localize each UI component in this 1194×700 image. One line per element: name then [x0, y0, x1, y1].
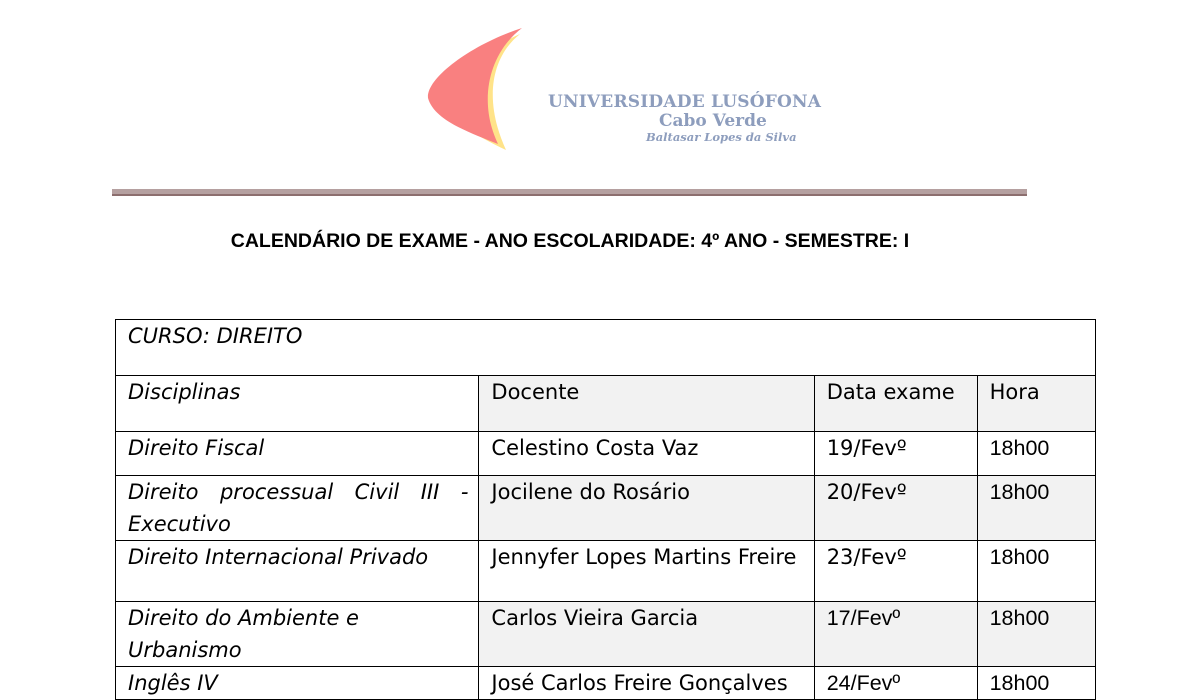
cell-disciplina: Inglês IV — [116, 667, 479, 700]
header-hora: Hora — [977, 376, 1095, 432]
cell-docente: Carlos Vieira Garcia — [479, 602, 814, 667]
table-row — [116, 432, 1096, 476]
table-row — [116, 476, 1096, 541]
cell-data-exame: 19/Fevº — [814, 432, 977, 476]
cell-data-exame: 20/Fevº — [814, 476, 977, 541]
cell-hora: 18h00 — [977, 602, 1095, 667]
header-disciplinas: Disciplinas — [116, 376, 479, 432]
table-row — [116, 541, 1096, 602]
header-row — [116, 376, 1096, 432]
table-row — [116, 602, 1096, 667]
page-title: CALENDÁRIO DE EXAME - ANO ESCOLARIDADE: 4º ANO - SEMESTRE: I — [230, 230, 910, 252]
cell-disciplina: Direito Fiscal — [116, 432, 479, 476]
exam-calendar-table — [115, 319, 1096, 700]
cell-hora: 18h00 — [977, 432, 1095, 476]
cell-hora: 18h00 — [977, 476, 1095, 541]
cell-data-exame: 23/Fevº — [814, 541, 977, 602]
header-divider-shadow — [112, 194, 1027, 196]
university-logo-sail-icon — [418, 24, 538, 152]
cell-disciplina: Direito Internacional Privado — [116, 541, 479, 602]
cell-data-exame: 17/Fevº — [814, 602, 977, 667]
cell-hora: 18h00 — [977, 541, 1095, 602]
cell-docente: José Carlos Freire Gonçalves — [479, 667, 814, 700]
course-row — [116, 320, 1096, 376]
cell-docente: Celestino Costa Vaz — [479, 432, 814, 476]
logo-subtitle: Cabo Verde — [659, 111, 767, 131]
cell-hora: 18h00 — [977, 667, 1095, 700]
cell-disciplina: Direito do Ambiente e Urbanismo — [116, 602, 479, 667]
course-label: CURSO: DIREITO — [116, 320, 1096, 376]
header-docente: Docente — [479, 376, 814, 432]
logo-university-name: UNIVERSIDADE LUSÓFONA — [548, 92, 822, 112]
cell-data-exame: 24/Fevº — [814, 667, 977, 700]
table-row — [116, 667, 1096, 700]
cell-disciplina: Direito processual Civil III - Executivo — [116, 476, 479, 541]
cell-docente: Jocilene do Rosário — [479, 476, 814, 541]
logo-tagline: Baltasar Lopes da Silva — [646, 130, 797, 144]
header-data-exame: Data exame — [814, 376, 977, 432]
cell-docente: Jennyfer Lopes Martins Freire — [479, 541, 814, 602]
